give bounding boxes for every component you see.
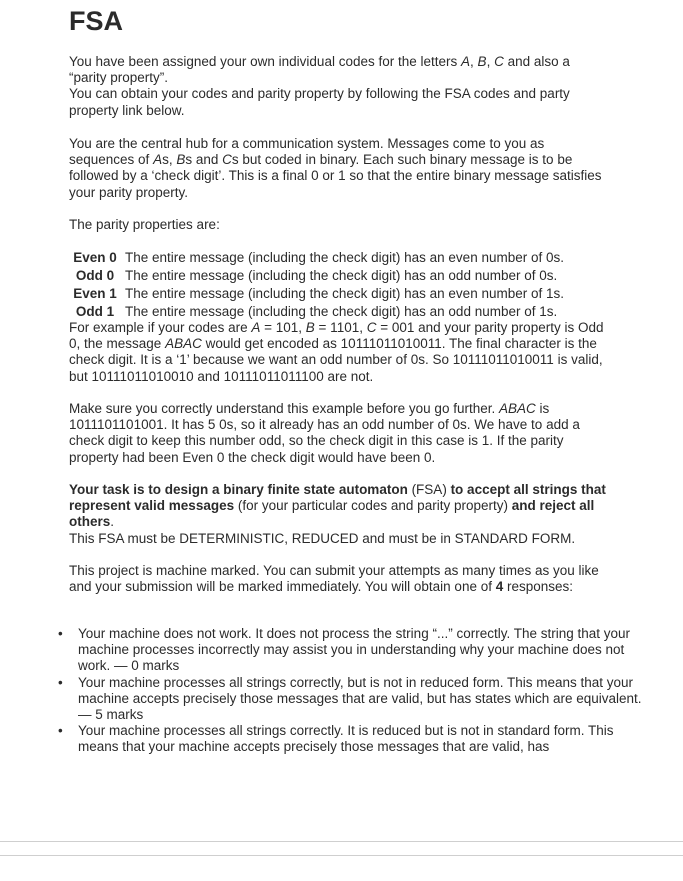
marked-paragraph: This project is machine marked. You can submit your attempts as many times as you like and your submission will be marked immediately. You will obtain one of 4 responses:: [69, 563, 599, 595]
responses-list: [40, 626, 642, 756]
parity-row: Even 1 The entire message (including the check digit) has an even number of 1s.: [73, 286, 564, 301]
parity-row: Even 0 The entire message (including the check digit) has an even number of 0s.: [73, 250, 564, 265]
page-title: FSA: [69, 6, 123, 36]
list-item: • Your machine processes all strings correctly, but is not in reduced form. This means that your machine accepts precisely those messages that are valid, but has states which are equivalent. — 5 marks: [78, 675, 642, 724]
intro-paragraph: You have been assigned your own individual codes for the letters A, B, C and also a “parity property”. You can obtain your codes and parity property by following the FSA codes and party property link below.: [69, 54, 570, 118]
parity-row: Odd 1 The entire message (including the check digit) has an odd number of 1s.: [75, 304, 558, 319]
list-item: • Your machine does not work. It does not process the string “...” correctly. The string that your machine processes incorrectly may assist you in understanding why your machine does not work. — 0 marks: [78, 626, 642, 675]
list-item: • Your machine processes all strings correctly. It is reduced but is not in standard form. This means that your machine accepts precisely those messages that are valid, has: [78, 723, 642, 755]
understand-paragraph: Make sure you correctly understand this example before you go further. ABAC is 1011101101001. It has 5 0s, so it already has an odd number of 0s. We have to add a check digit to keep this number odd, so the check digit in this case is 1. If the parity property had been Even 0 the check digit would have been 0.: [69, 401, 580, 465]
divider: [0, 841, 683, 842]
parity-intro: The parity properties are:: [69, 217, 220, 232]
example-paragraph: For example if your codes are A = 101, B = 1101, C = 001 and your parity property is Odd 0, the message ABAC would get encoded as 10111011010011. The final character is the check digit. It is a ‘1’ because we want an odd number of 0s. So 10111011010011 is valid, but 10111011010010 and 10111011011100 are not.: [69, 320, 604, 384]
task-paragraph: Your task is to design a binary finite state automaton (FSA) to accept all strings that represent valid messages (for your particular codes and parity property) and reject all others. This FSA must be DETERMINISTIC, REDUCED and must be in STANDARD FORM.: [69, 482, 606, 546]
hub-paragraph: You are the central hub for a communication system. Messages come to you as sequences of As, Bs and Cs but coded in binary. Each such binary message is to be followed by a ‘check digit’. This is a final 0 or 1 so that the entire binary message satisfies your parity property.: [69, 136, 602, 200]
parity-table: [69, 249, 564, 321]
divider: [0, 855, 683, 856]
parity-row: Odd 0 The entire message (including the check digit) has an odd number of 0s.: [75, 268, 558, 283]
